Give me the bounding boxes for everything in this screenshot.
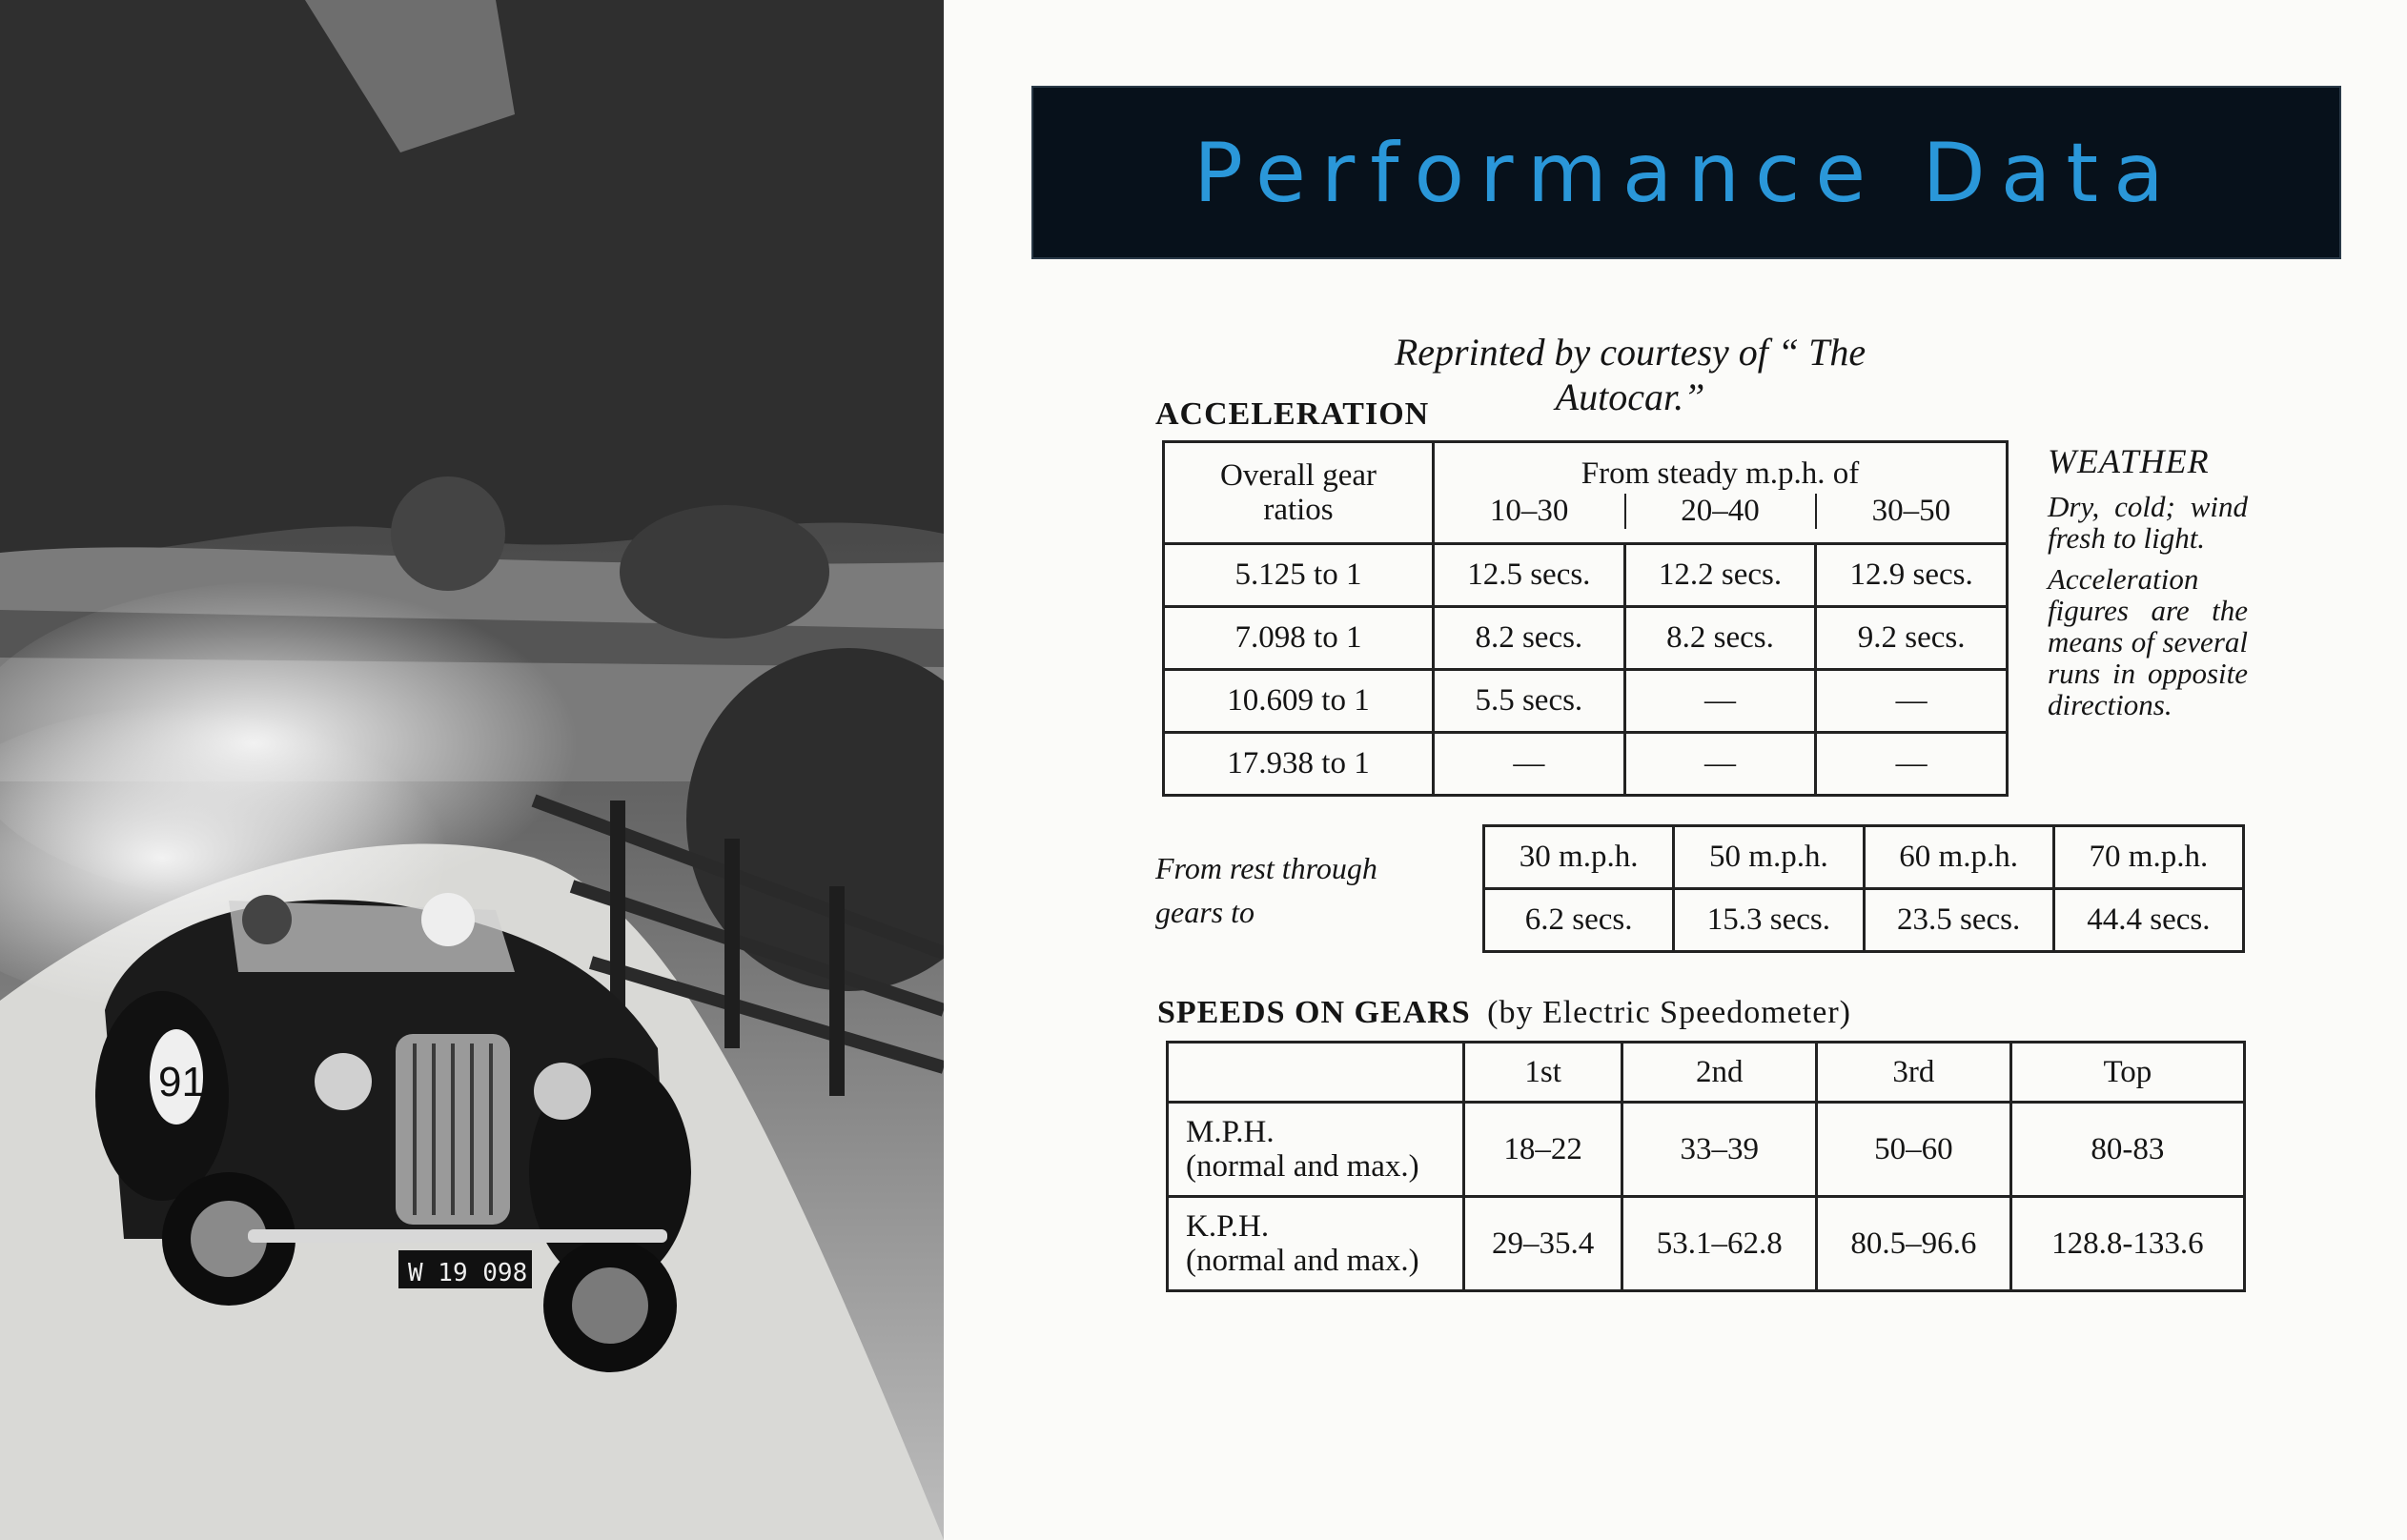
kph-cell: 53.1–62.8 xyxy=(1622,1197,1817,1291)
range-header: 20–40 xyxy=(1624,494,1815,529)
table-row xyxy=(1484,826,2244,889)
car-photo xyxy=(0,0,944,1540)
mph-cell: 33–39 xyxy=(1622,1103,1817,1197)
speeds-table xyxy=(1166,1041,2246,1292)
table-row xyxy=(1168,1043,2245,1103)
weather-method: Acceleration figures are the means of several runs in opposite directions. xyxy=(2048,562,2248,721)
mph-label xyxy=(1168,1103,1464,1197)
number-plate: W 19 098 xyxy=(408,1259,528,1287)
ratio-cell: 10.609 to 1 xyxy=(1164,670,1434,733)
speeds-heading xyxy=(1157,995,1851,1031)
range-header: 30–50 xyxy=(1815,494,2006,529)
table-row xyxy=(1164,544,2008,607)
acceleration-heading: ACCELERATION xyxy=(1155,396,1430,432)
mph-cell: 80-83 xyxy=(2010,1103,2244,1197)
table-row xyxy=(1164,607,2008,670)
kph-cell: 80.5–96.6 xyxy=(1817,1197,2011,1291)
speeds-heading-text: SPEEDS ON GEARS xyxy=(1157,995,1471,1030)
time-cell: 8.2 secs. xyxy=(1624,607,1816,670)
weather-note xyxy=(2048,442,2248,730)
range-header: 10–30 xyxy=(1489,494,1569,528)
gear-header: 2nd xyxy=(1622,1043,1817,1103)
performance-page xyxy=(944,0,2407,1540)
time-cell: — xyxy=(1434,733,1625,796)
table-row xyxy=(1164,733,2008,796)
time-cell: 8.2 secs. xyxy=(1434,607,1625,670)
time-cell: 15.3 secs. xyxy=(1674,889,1864,952)
kph-cell: 29–35.4 xyxy=(1464,1197,1622,1291)
time-cell: — xyxy=(1816,670,2008,733)
kph-note: (normal and max.) xyxy=(1186,1244,1419,1278)
steady-header-text: From steady m.p.h. of xyxy=(1581,456,1860,491)
time-cell: 9.2 secs. xyxy=(1816,607,2008,670)
ratio-cell: 7.098 to 1 xyxy=(1164,607,1434,670)
acceleration-table xyxy=(1162,440,2009,797)
ratio-header-text: Overall gear ratios xyxy=(1220,458,1377,527)
mph-label-text: M.P.H. xyxy=(1186,1115,1275,1149)
blank-corner xyxy=(1168,1043,1464,1103)
gear-header: Top xyxy=(2010,1043,2244,1103)
mph-cell: 50–60 xyxy=(1817,1103,2011,1197)
time-cell: 23.5 secs. xyxy=(1864,889,2053,952)
weather-conditions: Dry, cold; wind fresh to light. xyxy=(2048,490,2248,555)
ratio-cell: 17.938 to 1 xyxy=(1164,733,1434,796)
speed-cell: 30 m.p.h. xyxy=(1484,826,1674,889)
time-cell: 12.2 secs. xyxy=(1624,544,1816,607)
mph-note: (normal and max.) xyxy=(1186,1149,1419,1184)
kph-label xyxy=(1168,1197,1464,1291)
table-row xyxy=(1168,1103,2245,1197)
speeds-subheading: (by Electric Speedometer) xyxy=(1487,995,1851,1030)
speed-cell: 70 m.p.h. xyxy=(2053,826,2243,889)
table-row xyxy=(1168,1197,2245,1291)
kph-label-text: K.P.H. xyxy=(1186,1209,1270,1244)
speed-cell: 60 m.p.h. xyxy=(1864,826,2053,889)
time-cell: 12.5 secs. xyxy=(1434,544,1625,607)
speed-cell: 50 m.p.h. xyxy=(1674,826,1864,889)
gear-header: 3rd xyxy=(1817,1043,2011,1103)
title-banner xyxy=(1031,86,2341,259)
steady-column-header xyxy=(1434,442,2008,544)
time-cell: 6.2 secs. xyxy=(1484,889,1674,952)
time-cell: — xyxy=(1624,670,1816,733)
time-cell: 44.4 secs. xyxy=(2053,889,2243,952)
ratio-cell: 5.125 to 1 xyxy=(1164,544,1434,607)
race-number: 91 xyxy=(158,1059,205,1105)
time-cell: 5.5 secs. xyxy=(1434,670,1625,733)
time-cell: — xyxy=(1624,733,1816,796)
mph-cell: 18–22 xyxy=(1464,1103,1622,1197)
kph-cell: 128.8-133.6 xyxy=(2010,1197,2244,1291)
table-row xyxy=(1164,670,2008,733)
table-row xyxy=(1484,889,2244,952)
weather-heading: WEATHER xyxy=(2048,442,2210,480)
courtesy-note: Reprinted by courtesy of “ The Autocar.” xyxy=(1394,331,1866,418)
page-title: Performance Data xyxy=(1193,126,2179,221)
ratio-column-header xyxy=(1164,442,1434,544)
time-cell: 12.9 secs. xyxy=(1816,544,2008,607)
time-cell: — xyxy=(1816,733,2008,796)
from-rest-table xyxy=(1482,824,2245,953)
gear-header: 1st xyxy=(1464,1043,1622,1103)
from-rest-label: From rest through gears to xyxy=(1155,851,1377,929)
